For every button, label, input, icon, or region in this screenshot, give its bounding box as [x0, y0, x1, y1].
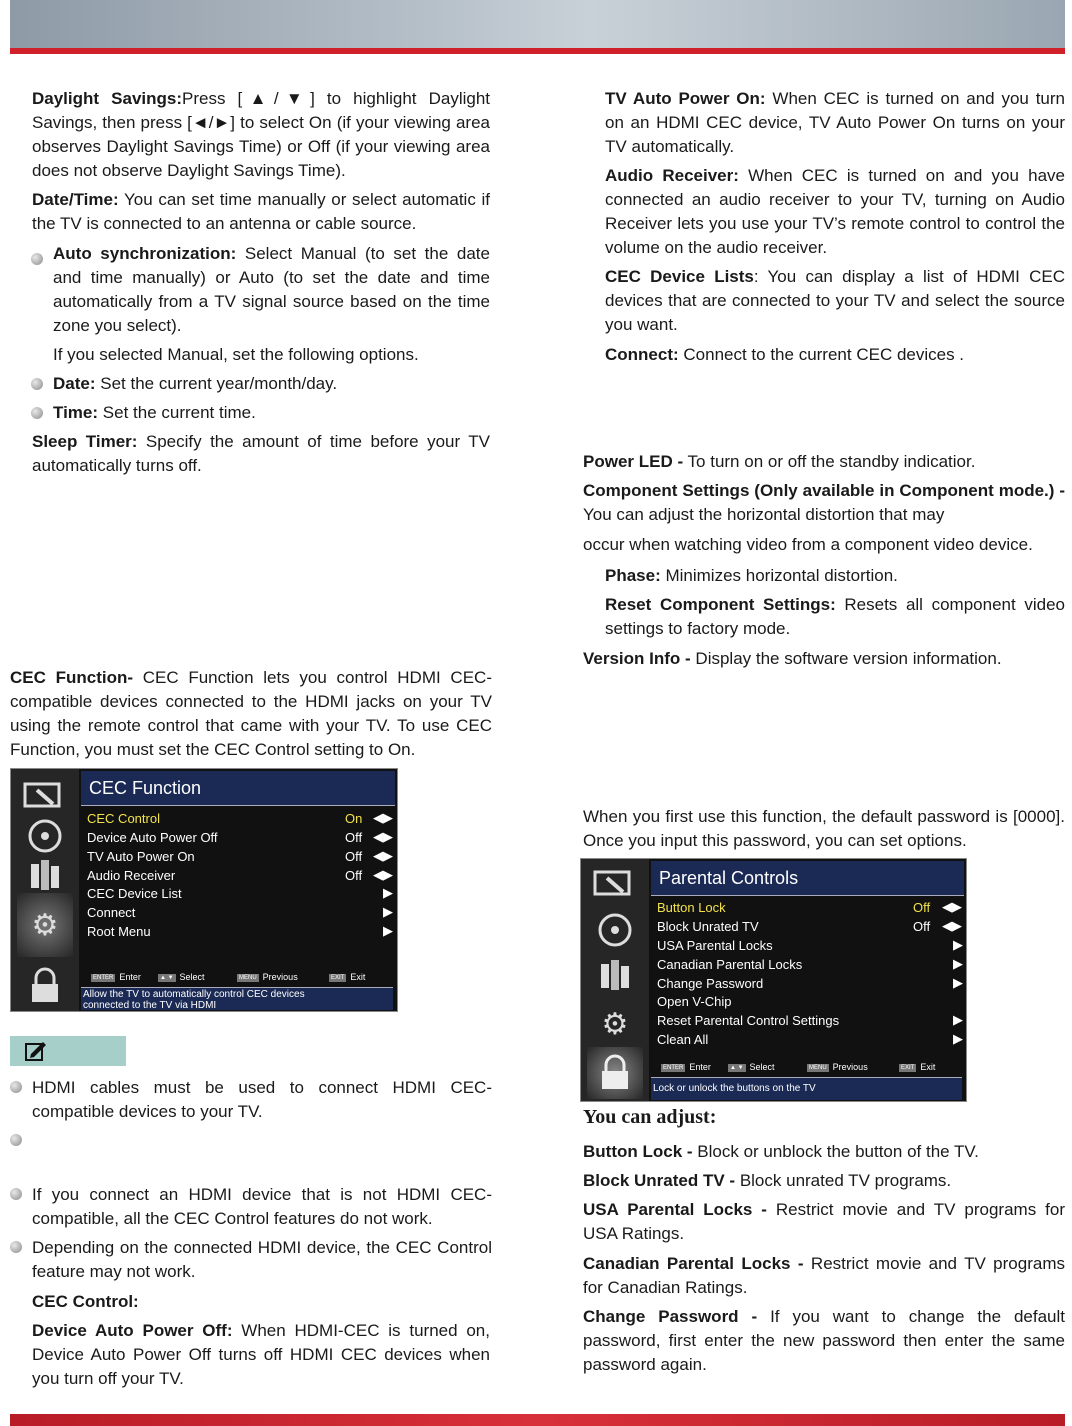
bullet-icon	[31, 253, 43, 265]
right-arrow-icon: ▶	[383, 885, 393, 900]
menu-row-cec-control[interactable]: CEC Control On ◀▶	[87, 810, 393, 826]
bullet-icon	[31, 378, 43, 390]
left-right-arrow-icon: ◀▶	[373, 848, 393, 863]
previous-hint: MENU Previous	[239, 972, 298, 982]
right-arrow-icon: ▶	[953, 975, 963, 990]
lock-icon	[17, 961, 73, 1011]
cec-function-menu	[10, 768, 398, 1012]
cec-control-heading: CEC Control:	[32, 1292, 139, 1311]
select-hint: ▲ ▼ Select	[160, 972, 205, 982]
reset-component-para: Reset Component Settings: Resets all component video settings to factory mode.	[605, 595, 1065, 638]
date-time-para: Date/Time: You can set time manually or select automatic if the TV is connected to an antenna or cable source.	[32, 190, 490, 233]
tv-auto-power-on-para: TV Auto Power On: When CEC is turned on and you turn on an HDMI CEC device, TV Auto Power On turns on your TV automatically.	[605, 89, 1065, 156]
header-bar	[10, 0, 1065, 48]
bullet-icon	[10, 1134, 22, 1146]
lock-icon	[587, 1047, 643, 1099]
right-arrow-icon: ▶	[953, 1012, 963, 1027]
menu-sidebar	[581, 859, 649, 1101]
password-para: When you first use this function, the default password is [0000]. Once you input this password, you can set options.	[583, 807, 1065, 850]
component-settings-para-2: occur when watching video from a component video device.	[583, 535, 1033, 554]
sleep-timer-para: Sleep Timer: Specify the amount of time before your TV automatically turns off.	[32, 432, 490, 475]
menu-title: Parental Controls	[651, 861, 964, 896]
bullet-icon	[10, 1188, 22, 1200]
button-lock-para: Button Lock - Block or unblock the button of the TV.	[583, 1142, 979, 1161]
connect-para: Connect: Connect to the current CEC devices .	[605, 345, 965, 364]
block-unrated-para: Block Unrated TV - Block unrated TV programs.	[583, 1171, 952, 1190]
left-right-arrow-icon: ◀▶	[373, 867, 393, 882]
auto-sync-item: Auto synchronization: Select Manual (to set the date and time manually) or Auto (to set the date and time automatically from a TV signal source based on the time zone you select).	[53, 244, 490, 335]
note-device-dependent: Depending on the connected HDMI device, the CEC Control feature may not work.	[32, 1238, 492, 1281]
menu-sidebar	[11, 769, 79, 1011]
note-edit-icon	[24, 1040, 48, 1062]
note-non-cec-device: If you connect an HDMI device that is not HDMI CEC-compatible, all the CEC Control features do not work.	[32, 1185, 492, 1228]
device-auto-power-off-para: Device Auto Power Off: When HDMI-CEC is turned on, Device Auto Power Off turns off HDMI CEC devices when you turn off your TV.	[32, 1321, 490, 1388]
right-arrow-icon: ▶	[953, 1031, 963, 1046]
menu-help-text: Lock or unlock the buttons on the TV	[651, 1077, 962, 1100]
component-settings-para: Component Settings (Only available in Component mode.) - You can adjust the horizontal distortion that may	[583, 481, 1065, 524]
cec-function-para: CEC Function- CEC Function lets you control HDMI CEC-compatible devices connected to the HDMI jacks on your TV using the remote control that came with your TV. To use CEC Function, you must set the CEC Control setting to On.	[10, 668, 492, 759]
date-item: Date: Set the current year/month/day.	[53, 374, 338, 393]
exit-hint: EXIT Exit	[901, 1062, 936, 1072]
bullet-icon	[31, 407, 43, 419]
previous-hint: MENU Previous	[809, 1062, 868, 1072]
note-hdmi-cables: HDMI cables must be used to connect HDMI CEC-compatible devices to your TV.	[32, 1078, 492, 1121]
you-can-adjust-heading: You can adjust:	[583, 1106, 717, 1128]
menu-row-block-unrated-tv[interactable]: Block Unrated TV Off ◀▶	[657, 918, 962, 934]
daylight-savings-para: Daylight Savings:Press [▲/▼] to highlight Daylight Savings, then press [◄/►] to select On (if your viewing area observes Daylight Savings Time) or Off (if your viewing area does not observe Daylight Savings Time).	[32, 89, 491, 180]
menu-row-button-lock[interactable]: Button Lock Off ◀▶	[657, 899, 962, 915]
right-arrow-icon: ▶	[383, 904, 393, 919]
right-arrow-icon: ▶	[953, 956, 963, 971]
power-led-para: Power LED - To turn on or off the standby indicatior.	[583, 452, 976, 471]
left-right-arrow-icon: ◀▶	[942, 918, 962, 933]
version-info-para: Version Info - Display the software version information.	[583, 649, 1002, 668]
picture-icon	[587, 859, 643, 909]
canadian-locks-para: Canadian Parental Locks - Restrict movie and TV programs for Canadian Ratings.	[583, 1254, 1065, 1297]
menu-row-reset-parental-controls[interactable]: Reset Parental Control Settings ▶	[657, 1012, 963, 1028]
audio-receiver-para: Audio Receiver: When CEC is turned on and you have connected an audio receiver to your TV, turning on Audio Receiver lets you use your TV’s remote control to control the volume on the audio receiver.	[605, 166, 1065, 257]
cec-device-lists-para: CEC Device Lists: You can display a list of HDMI CEC devices that are connected to your TV and select the source you want.	[605, 267, 1065, 334]
left-right-arrow-icon: ◀▶	[373, 810, 393, 825]
parental-controls-menu	[580, 858, 967, 1102]
enter-hint: ENTER Enter	[663, 1062, 711, 1072]
menu-row-connect[interactable]: Connect ▶	[87, 904, 393, 920]
enter-hint: ENTER Enter	[93, 972, 141, 982]
exit-hint: EXIT Exit	[331, 972, 366, 982]
menu-title: CEC Function	[81, 771, 395, 806]
menu-row-usa-parental-locks[interactable]: USA Parental Locks ▶	[657, 937, 963, 953]
menu-row-root-menu[interactable]: Root Menu ▶	[87, 923, 393, 939]
change-password-para: Change Password - If you want to change the default password, first enter the new password then enter the same password again.	[583, 1307, 1065, 1374]
header-rule	[10, 48, 1065, 54]
menu-row-change-password[interactable]: Change Password ▶	[657, 975, 963, 991]
menu-row-tv-auto-power-on[interactable]: TV Auto Power On Off ◀▶	[87, 848, 393, 864]
right-arrow-icon: ▶	[953, 937, 963, 952]
menu-row-audio-receiver[interactable]: Audio Receiver Off ◀▶	[87, 867, 393, 883]
menu-help-text: Allow the TV to automatically control CEC devices connected to the TV via HDMI	[81, 987, 393, 1010]
menu-row-clean-all[interactable]: Clean All ▶	[657, 1031, 963, 1047]
left-right-arrow-icon: ◀▶	[373, 829, 393, 844]
menu-row-canadian-parental-locks[interactable]: Canadian Parental Locks ▶	[657, 956, 963, 972]
phase-para: Phase: Minimizes horizontal distortion.	[605, 566, 898, 585]
bullet-icon	[10, 1241, 22, 1253]
setup-gear-icon: ⚙	[601, 1007, 629, 1041]
setup-gear-icon: ⚙	[17, 893, 73, 957]
left-right-arrow-icon: ◀▶	[942, 899, 962, 914]
menu-row-device-auto-power-off[interactable]: Device Auto Power Off Off ◀▶	[87, 829, 393, 845]
note-box	[10, 1036, 126, 1066]
menu-row-cec-device-list[interactable]: CEC Device List ▶	[87, 885, 393, 901]
footer-bar	[10, 1414, 1065, 1426]
usa-locks-para: USA Parental Locks - Restrict movie and TV programs for USA Ratings.	[583, 1200, 1065, 1243]
channel-icon	[587, 951, 643, 1001]
right-arrow-icon: ▶	[383, 923, 393, 938]
bullet-icon	[10, 1081, 22, 1093]
time-item: Time: Set the current time.	[53, 403, 256, 422]
select-hint: ▲ ▼ Select	[730, 1062, 775, 1072]
menu-row-open-v-chip[interactable]: Open V-Chip	[657, 994, 732, 1009]
sound-icon	[587, 905, 643, 955]
manual-note: If you selected Manual, set the following options.	[53, 345, 419, 364]
